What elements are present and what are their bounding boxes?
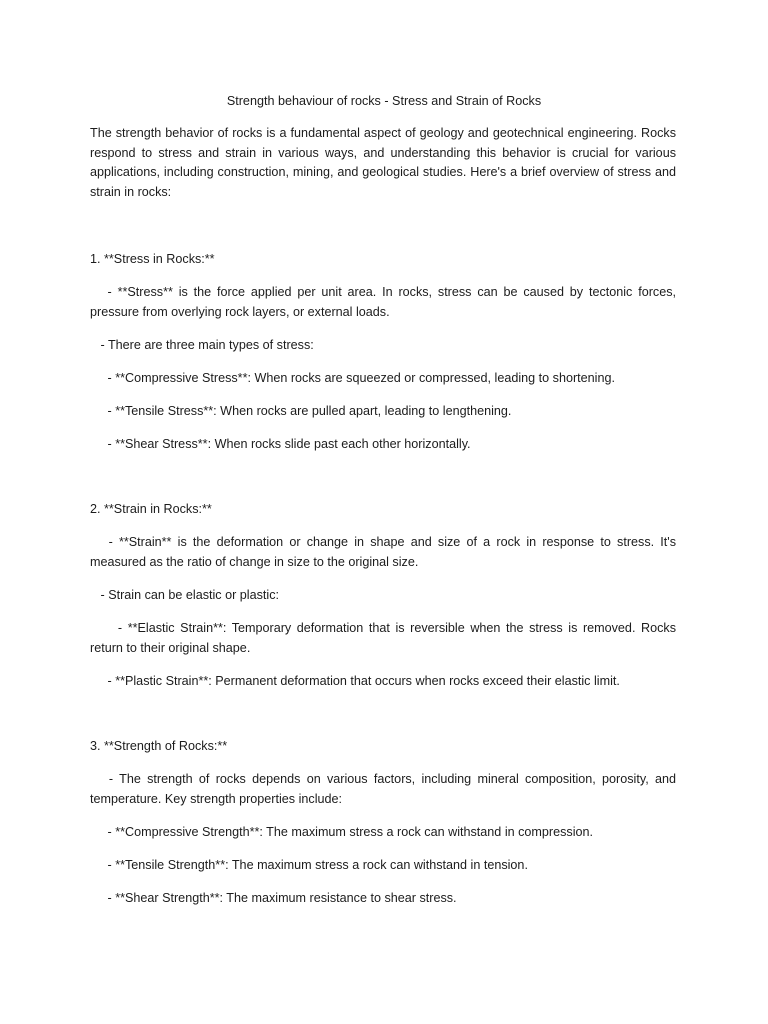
- definition-line: pressure from overlying rock layers, or external loads.: [90, 304, 390, 319]
- strength-definition: [90, 770, 676, 809]
- stress-types-lead: - There are three main types of stress:: [90, 338, 314, 352]
- strain-definition: [90, 533, 676, 572]
- list-item: - **Shear Stress**: When rocks slide past each other horizontally.: [90, 437, 471, 451]
- list-item: - **Shear Strength**: The maximum resistance to shear stress.: [90, 891, 457, 905]
- list-item-line: return to their original shape.: [90, 640, 251, 655]
- intro-line: applications, including construction, mining, and geological studies. Here's a brief overview of stress and: [90, 165, 676, 179]
- list-item: - **Tensile Strength**: The maximum stress a rock can withstand in tension.: [90, 858, 528, 872]
- section-heading-stress: 1. **Stress in Rocks:**: [90, 252, 215, 266]
- intro-paragraph: [90, 124, 676, 202]
- definition-line: - **Stress** is the force applied per unit area. In rocks, stress can be caused by tectonic forces,: [90, 285, 676, 299]
- list-item-line: - **Elastic Strain**: Temporary deformation that is reversible when the stress is removed. Rocks: [90, 621, 677, 635]
- strain-types-lead: - Strain can be elastic or plastic:: [90, 588, 279, 602]
- list-item: - **Tensile Stress**: When rocks are pulled apart, leading to lengthening.: [90, 404, 512, 418]
- section-heading-strength: 3. **Strength of Rocks:**: [90, 739, 228, 753]
- intro-line: respond to stress and strain in various ways, and understanding this behavior is crucial for various: [90, 145, 676, 160]
- list-item: - **Compressive Strength**: The maximum stress a rock can withstand in compression.: [90, 825, 594, 839]
- definition-line: measured as the ratio of change in size to the original size.: [90, 554, 419, 569]
- definition-line: temperature. Key strength properties include:: [90, 791, 343, 806]
- elastic-strain-item: [90, 619, 676, 658]
- intro-line: The strength behavior of rocks is a fundamental aspect of geology and geotechnical engineering. Rocks: [90, 126, 676, 140]
- list-item: - **Plastic Strain**: Permanent deformation that occurs when rocks exceed their elastic limit.: [90, 674, 620, 688]
- definition-line: - **Strain** is the deformation or change in shape and size of a rock in response to stress. It's: [90, 535, 676, 549]
- document-title: Strength behaviour of rocks - Stress and Strain of Rocks: [226, 94, 542, 108]
- stress-definition: [90, 283, 676, 322]
- section-heading-strain: 2. **Strain in Rocks:**: [90, 502, 212, 516]
- intro-line: strain in rocks:: [90, 184, 172, 199]
- list-item: - **Compressive Stress**: When rocks are squeezed or compressed, leading to shortening.: [90, 371, 615, 385]
- definition-line: - The strength of rocks depends on various factors, including mineral composition, porosity, and: [90, 772, 677, 786]
